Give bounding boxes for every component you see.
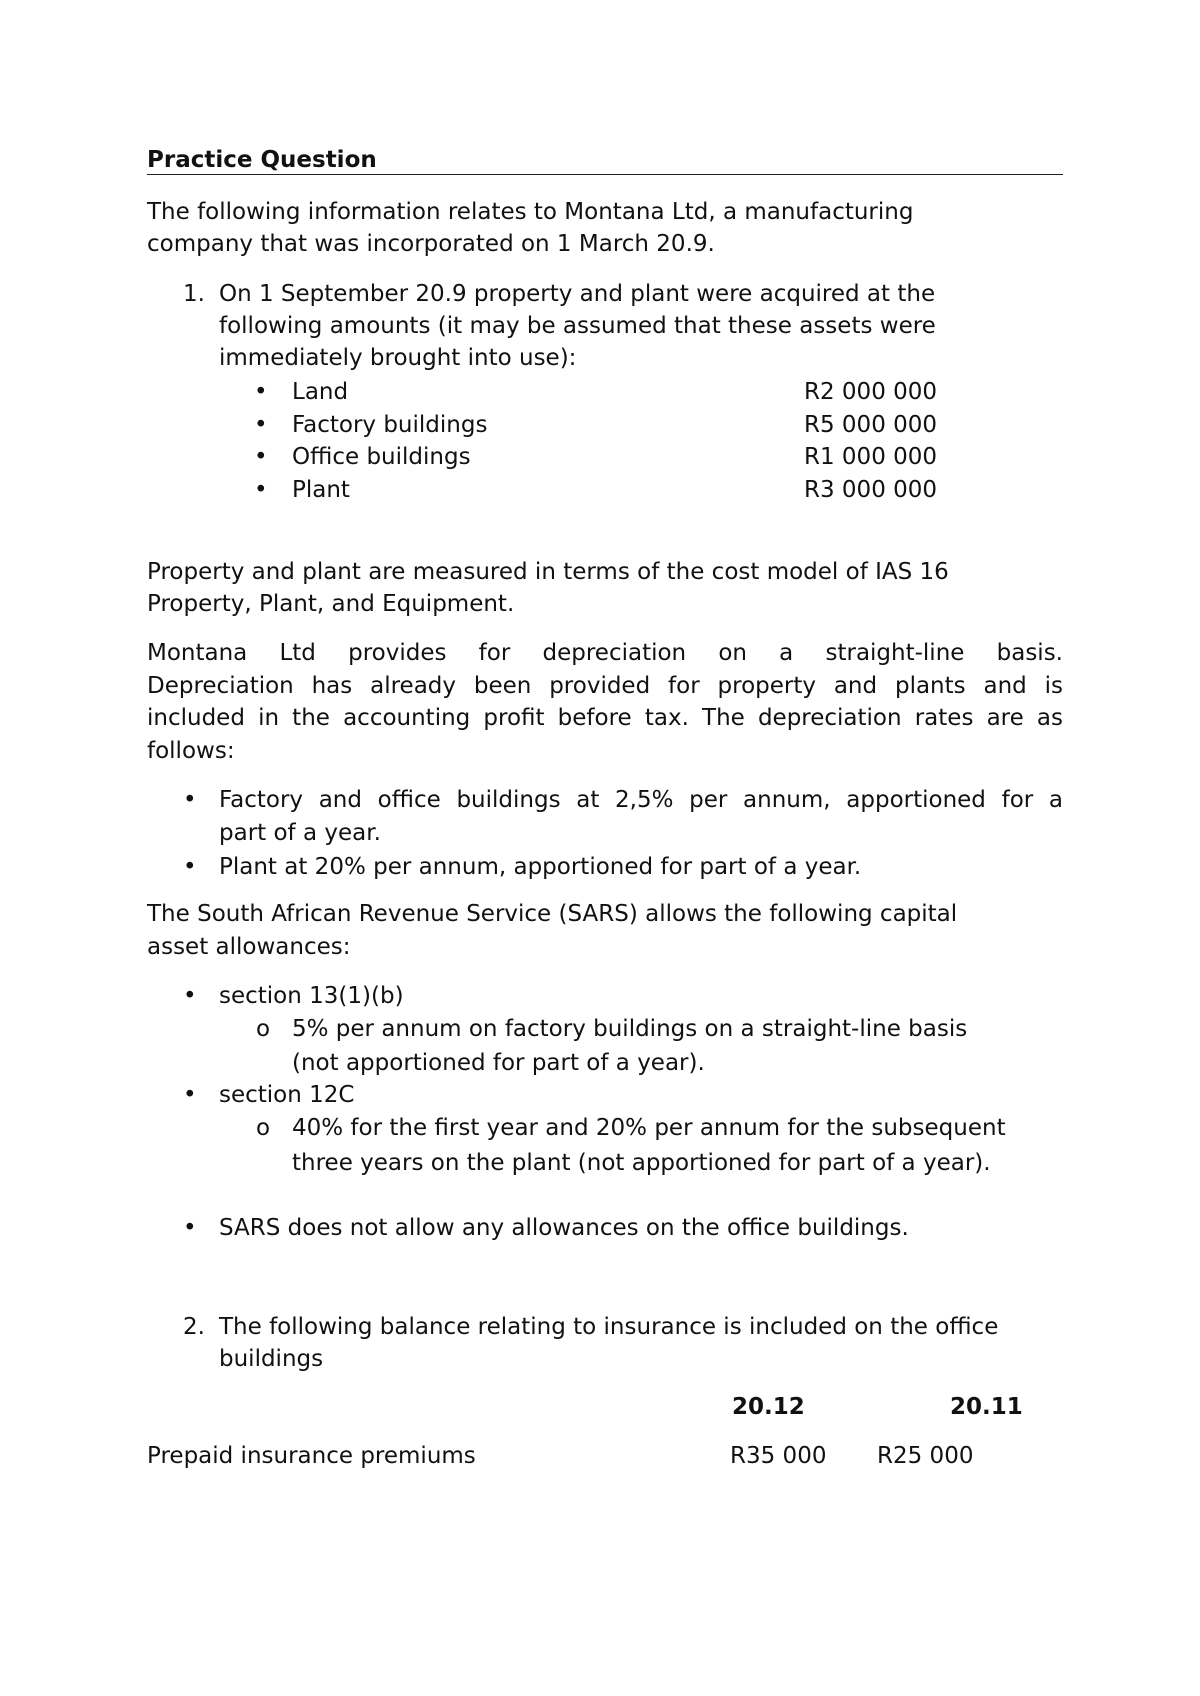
rate-line: Plant at 20% per annum, apportioned for part of a year. — [219, 854, 862, 880]
list-number: 1. — [183, 281, 205, 307]
bullet-icon: • — [183, 854, 197, 880]
intro-line: The following information relates to Montana Ltd, a manufacturing — [147, 199, 914, 225]
section-detail: 5% per annum on factory buildings on a straight-line basis — [292, 1016, 968, 1042]
section-detail: three years on the plant (not apportioned for part of a year). — [292, 1150, 991, 1176]
depreciation-line: included in the accounting profit before tax. The depreciation rates are as — [147, 705, 1063, 731]
sars-intro-line: The South African Revenue Service (SARS) allows the following capital — [147, 901, 958, 927]
bullet-icon: • — [183, 1215, 197, 1241]
bullet-icon: • — [183, 983, 197, 1009]
column-header: 20.11 — [950, 1394, 1023, 1420]
item2-line: buildings — [219, 1346, 324, 1372]
depreciation-line: Montana Ltd provides for depreciation on a straight-line basis. — [147, 640, 1063, 666]
column-header: 20.12 — [732, 1394, 805, 1420]
cell-value: R35 000 — [730, 1443, 827, 1469]
asset-name: Plant — [292, 477, 350, 503]
asset-amount: R1 000 000 — [804, 444, 938, 470]
asset-name: Land — [292, 379, 349, 405]
asset-name: Office buildings — [292, 444, 471, 470]
item2-line: The following balance relating to insurance is included on the office — [219, 1314, 999, 1340]
depreciation-line: Depreciation has already been provided for property and plants and is — [147, 673, 1063, 699]
sub-bullet-icon: o — [256, 1016, 271, 1042]
bullet-icon: • — [183, 787, 197, 813]
asset-amount: R3 000 000 — [804, 477, 938, 503]
bullet-icon: • — [254, 412, 268, 438]
bullet-icon: • — [254, 379, 268, 405]
sars-intro-line: asset allowances: — [147, 934, 351, 960]
row-label: Prepaid insurance premiums — [147, 1443, 476, 1469]
page-title: Practice Question — [147, 147, 377, 173]
rate-line: part of a year. — [219, 820, 381, 846]
item1-line: following amounts (it may be assumed that these assets were — [219, 313, 936, 339]
asset-amount: R5 000 000 — [804, 412, 938, 438]
cell-value: R25 000 — [877, 1443, 974, 1469]
list-number: 2. — [183, 1314, 205, 1340]
rate-line: Factory and office buildings at 2,5% per annum, apportioned for a — [219, 787, 1063, 813]
item1-line: On 1 September 20.9 property and plant were acquired at the — [219, 281, 936, 307]
cost-model-line: Property, Plant, and Equipment. — [147, 591, 515, 617]
section-label: section 13(1)(b) — [219, 983, 404, 1009]
section-label: section 12C — [219, 1082, 355, 1108]
intro-line: company that was incorporated on 1 March 20.9. — [147, 231, 715, 257]
section-detail: (not apportioned for part of a year). — [292, 1050, 705, 1076]
bullet-icon: • — [183, 1082, 197, 1108]
section-detail: 40% for the first year and 20% per annum for the subsequent — [292, 1115, 1006, 1141]
sars-office-text: SARS does not allow any allowances on the office buildings. — [219, 1215, 909, 1241]
asset-name: Factory buildings — [292, 412, 488, 438]
bullet-icon: • — [254, 444, 268, 470]
item1-line: immediately brought into use): — [219, 345, 577, 371]
depreciation-line: follows: — [147, 738, 235, 764]
title-divider — [147, 174, 1063, 175]
bullet-icon: • — [254, 477, 268, 503]
asset-amount: R2 000 000 — [804, 379, 938, 405]
cost-model-line: Property and plant are measured in terms of the cost model of IAS 16 — [147, 559, 949, 585]
sub-bullet-icon: o — [256, 1115, 271, 1141]
